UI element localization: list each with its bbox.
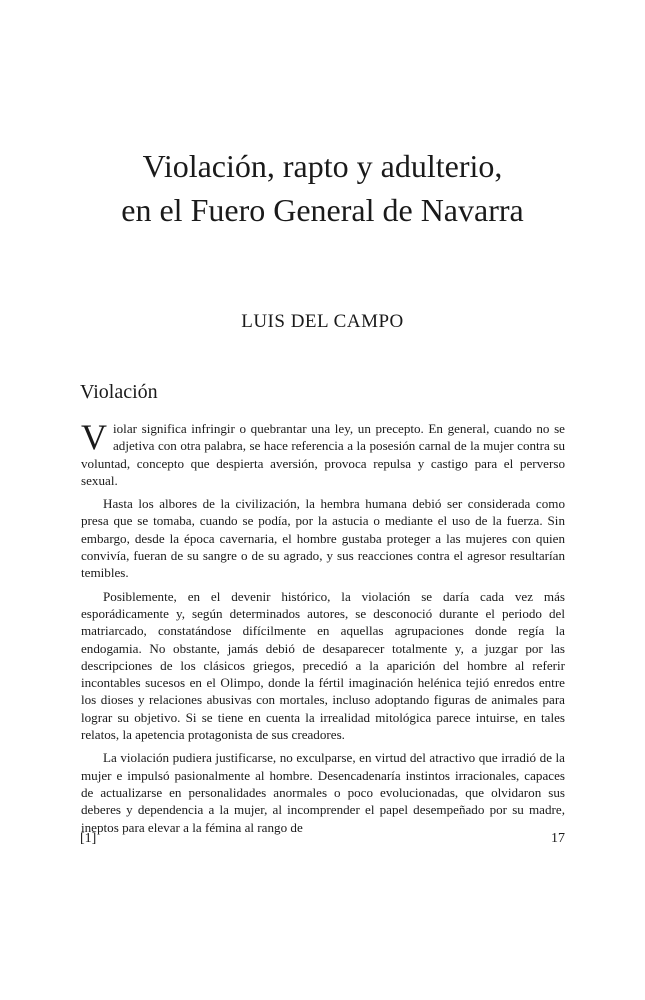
title-line-1: Violación, rapto y adulterio, — [142, 148, 503, 184]
title-line-2: en el Fuero General de Navarra — [121, 192, 524, 228]
paragraph-2: Hasta los albores de la civilización, la hembra humana debió ser considerada como presa que se tomaba, cuando se podía, por la astucia o mediante el uso de la fuerza. Sin embargo, desde la época cavernaria, el hombre gustaba proteger a las mujeres con quien convivía, fueran de su sangre o de su agrado, y sus reacciones contra el agresor resultarían temibles. — [81, 496, 565, 581]
footnote-marker: [1] — [80, 831, 97, 846]
paragraph-1-text: iolar significa infringir o quebrantar una ley, un precepto. En general, cuando no se adjetiva con otra palabra, se hace referencia a la posesión carnal de la mujer contra su voluntad, concepto que despierta aversión, provoca repulsa y castigo para el perverso sexual. — [81, 421, 565, 488]
paragraph-4: La violación pudiera justificarse, no exculparse, en virtud del atractivo que irradió de la mujer e impulsó pasionalmente al hombre. Desencadenaría instintos irracionales, capaces de actualizarse en personalidades anormales o poco evolucionadas, que olvidaron sus deberes y dependencia a la mujer, al incomprender el papel desempeñado por su madre, ineptos para elevar a la fémina al rango de — [81, 750, 565, 835]
drop-cap: V — [81, 417, 107, 457]
section-heading: Violación — [80, 381, 158, 403]
body-text — [81, 417, 565, 842]
article-title — [0, 144, 645, 232]
paragraph-1 — [81, 417, 565, 489]
author-name: LUIS DEL CAMPO — [241, 311, 404, 332]
page-number: 17 — [551, 831, 565, 846]
paragraph-3: Posiblemente, en el devenir histórico, la violación se daría cada vez más esporádicamente y, según determinados autores, se desconoció durante el periodo del matriarcado, constatándose difícilmente en aquellas agrupaciones donde regía la endogamia. No obstante, jamás debió de desaparecer totalmente y, a juzgar por las descripciones de los clásicos griegos, precedió a la aparición del hombre al referir incontables sucesos en el Olimpo, donde la fértil imaginación helénica tejió enredos entre los dioses y relaciones abusivas con mortales, incluso adoptando figuras de animales para lograr su objetivo. Si se tiene en cuenta la irrealidad mitológica parece intuirse, en tales relatos, la apetencia protagonista de sus creadores. — [81, 588, 565, 743]
